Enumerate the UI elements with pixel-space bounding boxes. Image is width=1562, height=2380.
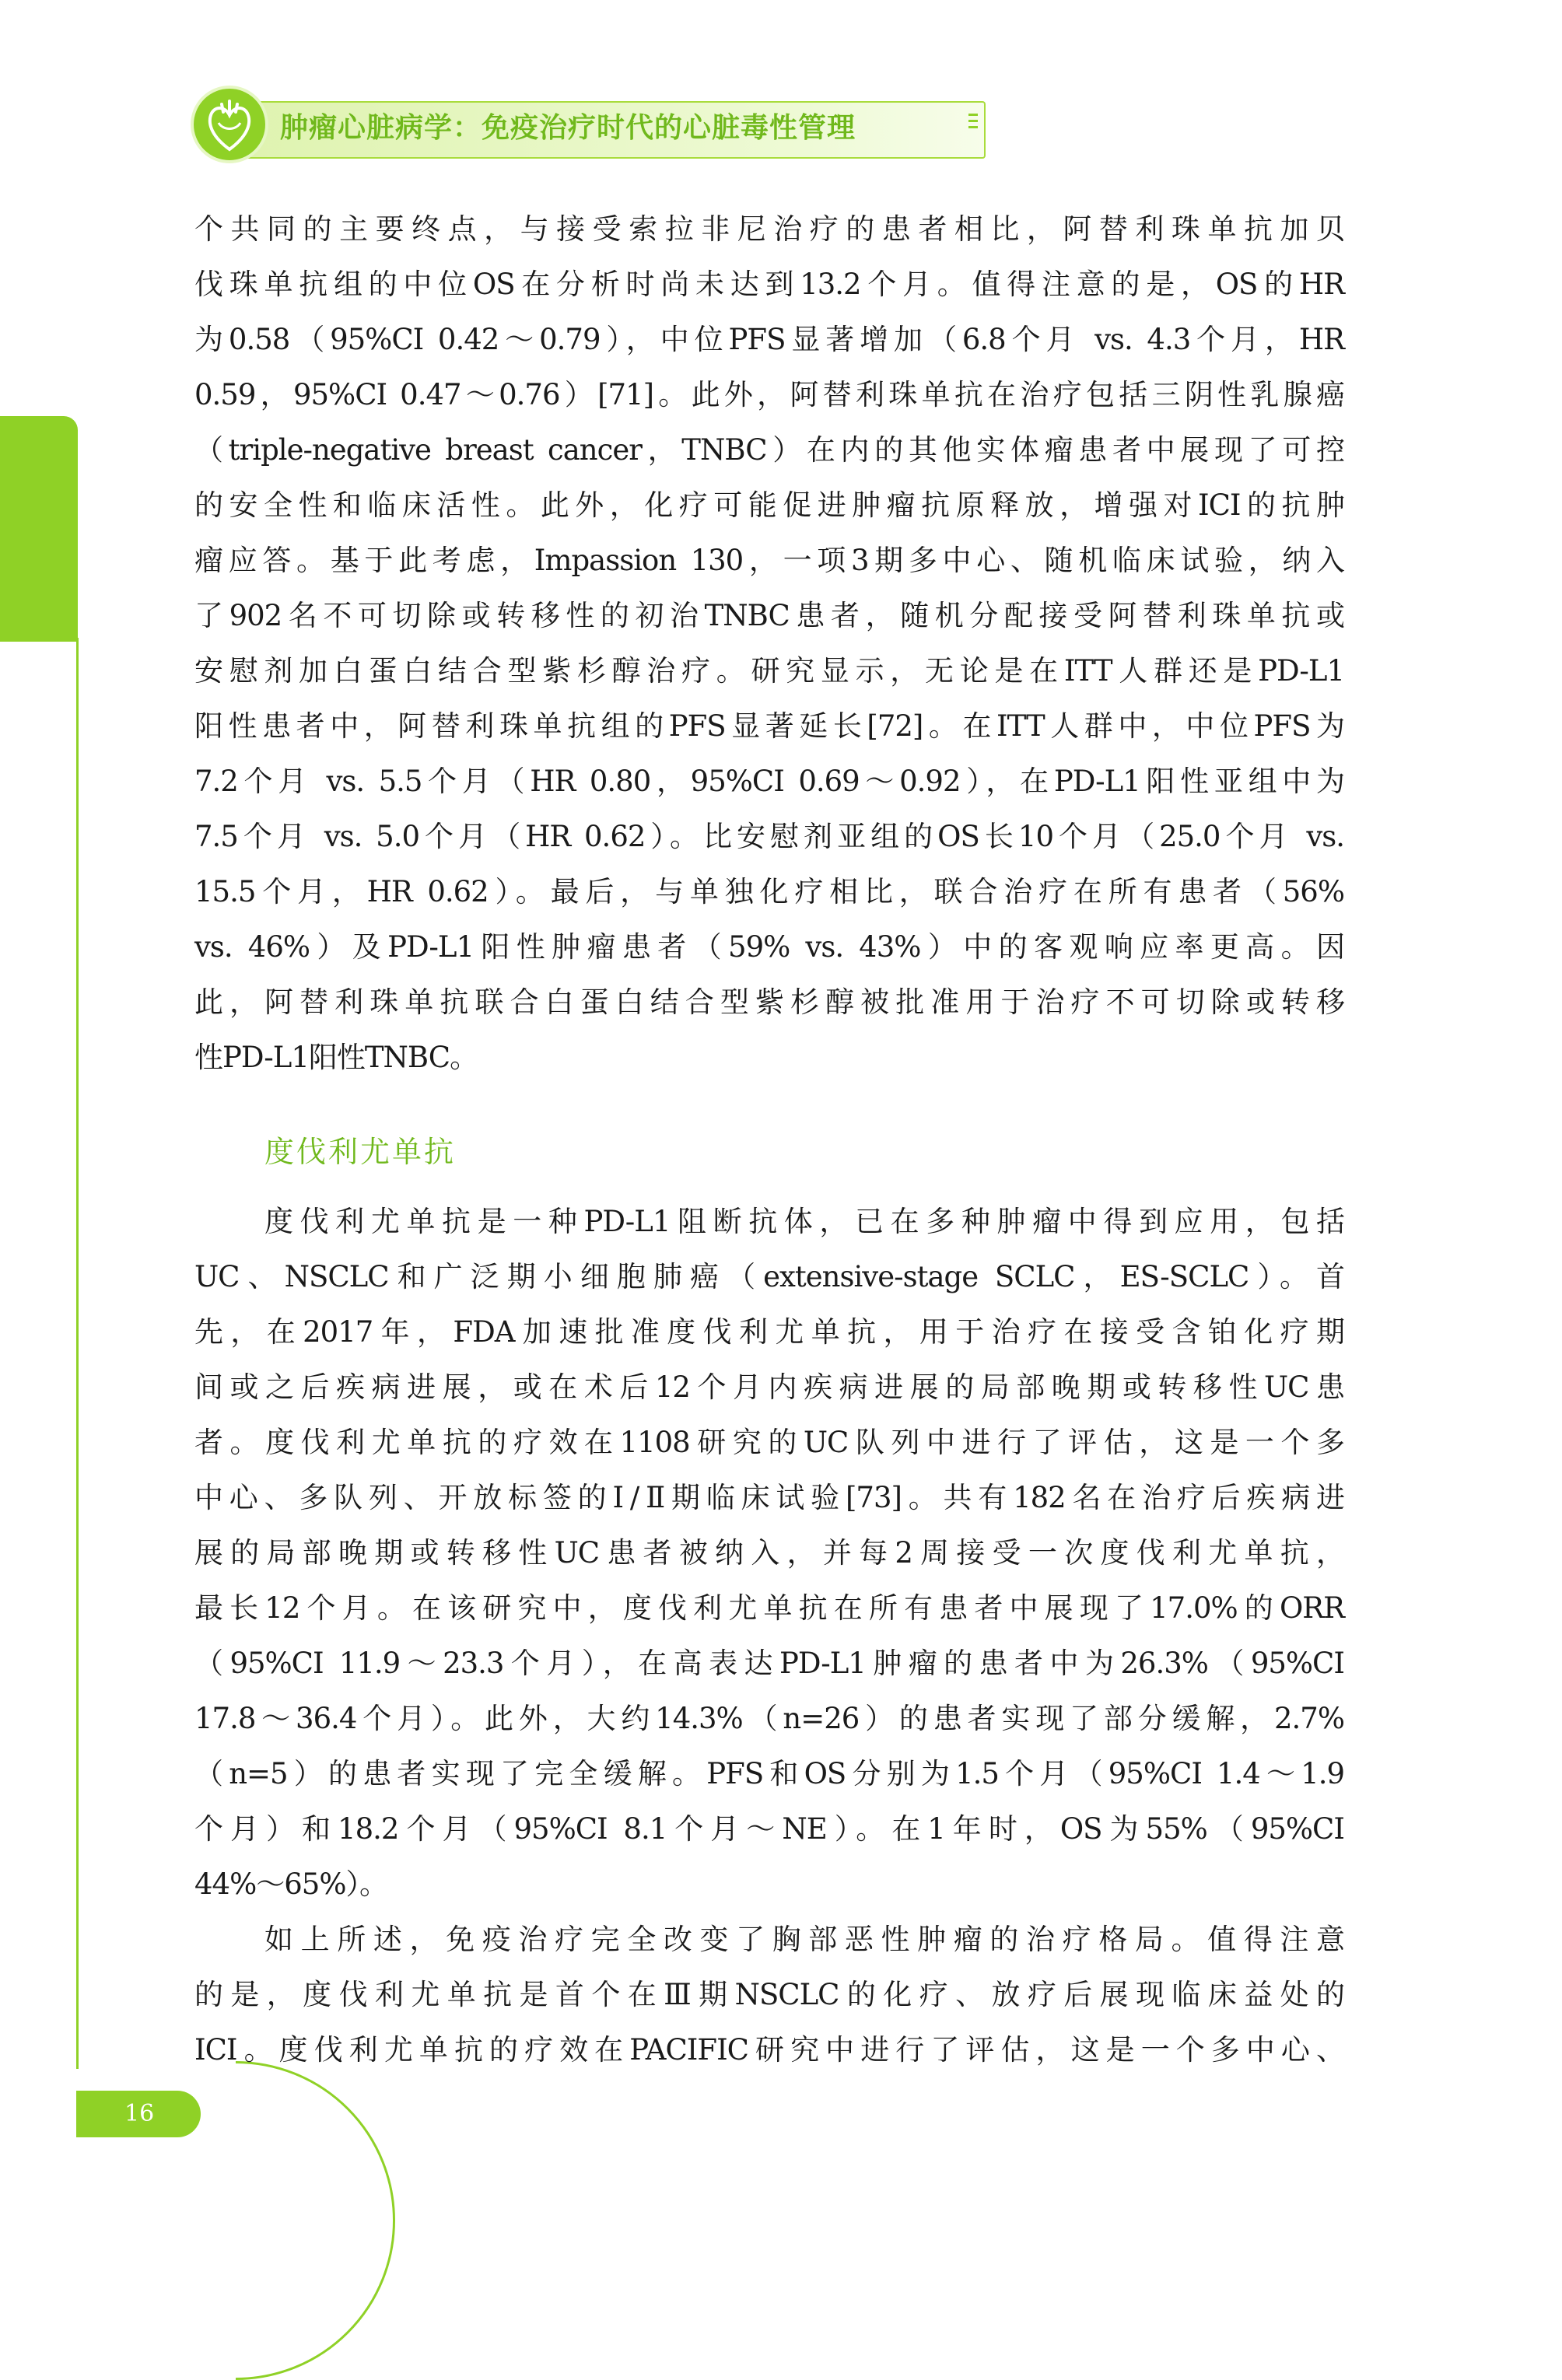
text-line: 了902名不可切除或转移性的初治TNBC患者，随机分配接受阿替利珠单抗或 bbox=[194, 599, 1344, 632]
text-line: 中心、多队列、开放标签的Ⅰ/Ⅱ期临床试验[73]。共有182名在治疗后疾病进 bbox=[194, 1481, 1344, 1514]
header-decoration bbox=[968, 114, 978, 132]
text-line: 44%～65%）。 bbox=[194, 1867, 387, 1901]
text-line: （triple-negative breast cancer，TNBC）在内的其他实体瘤患者中展现了可控 bbox=[194, 433, 1344, 467]
text-line: ICI。度伐利尤单抗的疗效在PACIFIC研究中进行了评估，这是一个多中心、 bbox=[194, 2033, 1344, 2067]
text-line: 者。度伐利尤单抗的疗效在1108研究的UC队列中进行了评估，这是一个多 bbox=[194, 1426, 1344, 1459]
text-line: 7.5个月 vs. 5.0个月（HR 0.62）。比安慰剂亚组的OS长10个月（25.0个月 vs. bbox=[194, 820, 1344, 853]
text-line: 个月）和18.2个月（95%CI 8.1个月～NE）。在1年时，OS为55%（95%CI bbox=[194, 1812, 1344, 1846]
text-line: 个共同的主要终点，与接受索拉非尼治疗的患者相比，阿替利珠单抗加贝 bbox=[194, 212, 1344, 246]
text-line: 如上所述，免疫治疗完全改变了胸部恶性肿瘤的治疗格局。值得注意 bbox=[264, 1923, 1344, 1956]
text-line: 此，阿替利珠单抗联合白蛋白结合型紫杉醇被批准用于治疗不可切除或转移 bbox=[194, 985, 1344, 1019]
text-line: 0.59，95%CI 0.47～0.76）[71]。此外，阿替利珠单抗在治疗包括三阴性乳腺癌 bbox=[194, 378, 1344, 411]
text-line: 7.2个月 vs. 5.5个月（HR 0.80，95%CI 0.69～0.92），在PD-L1阳性亚组中为 bbox=[194, 765, 1344, 798]
heart-logo bbox=[191, 86, 268, 163]
text-line: 瘤应答。基于此考虑，Impassion 130，一项3期多中心、随机临床试验，纳入 bbox=[194, 544, 1344, 577]
text-line: 安慰剂加白蛋白结合型紫杉醇治疗。研究显示，无论是在ITT人群还是PD-L1 bbox=[194, 654, 1344, 688]
section-heading: 度伐利尤单抗 bbox=[264, 1135, 457, 1169]
book-title: 肿瘤心脏病学：免疫治疗时代的心脏毒性管理 bbox=[280, 112, 856, 144]
text-line: 为0.58（95%CI 0.42～0.79），中位PFS显著增加（6.8个月 vs. 4.3个月，HR bbox=[194, 323, 1344, 356]
text-line: （n=5）的患者实现了完全缓解。PFS和OS分别为1.5个月（95%CI 1.4～1.9 bbox=[194, 1757, 1344, 1790]
text-line: 间或之后疾病进展，或在术后12个月内疾病进展的局部晚期或转移性UC患 bbox=[194, 1370, 1344, 1404]
text-line: UC、NSCLC和广泛期小细胞肺癌（extensive-stage SCLC，ES-SCLC）。首 bbox=[194, 1260, 1344, 1293]
side-tab bbox=[0, 416, 78, 642]
running-header bbox=[191, 86, 992, 163]
text-line: 的是，度伐利尤单抗是首个在Ⅲ期NSCLC的化疗、放疗后展现临床益处的 bbox=[194, 1978, 1344, 2011]
text-line: 阳性患者中，阿替利珠单抗组的PFS显著延长[72]。在ITT人群中，中位PFS为 bbox=[194, 709, 1344, 743]
text-line: 17.8～36.4个月）。此外，大约14.3%（n=26）的患者实现了部分缓解，2.7% bbox=[194, 1702, 1344, 1735]
text-line: 度伐利尤单抗是一种PD-L1阻断抗体，已在多种肿瘤中得到应用，包括 bbox=[264, 1205, 1344, 1238]
text-line: 伐珠单抗组的中位OS在分析时尚未达到13.2个月。值得注意的是，OS的HR bbox=[194, 268, 1344, 301]
text-line: 15.5个月，HR 0.62）。最后，与单独化疗相比，联合治疗在所有患者（56% bbox=[194, 875, 1344, 908]
margin-line bbox=[76, 638, 79, 2069]
text-line: vs. 46%）及PD-L1阳性肿瘤患者（59% vs. 43%）中的客观响应率更高。因 bbox=[194, 930, 1344, 964]
text-line: 展的局部晚期或转移性UC患者被纳入，并每2周接受一次度伐利尤单抗， bbox=[194, 1536, 1344, 1570]
page-number: 16 bbox=[76, 2091, 201, 2137]
heart-icon bbox=[205, 96, 254, 152]
text-line: 的安全性和临床活性。此外，化疗可能促进肿瘤抗原释放，增强对ICI的抗肿 bbox=[194, 488, 1344, 522]
text-line: 最长12个月。在该研究中，度伐利尤单抗在所有患者中展现了17.0%的ORR bbox=[194, 1591, 1344, 1625]
text-line: （95%CI 11.9～23.3个月），在高表达PD-L1肿瘤的患者中为26.3%（95%CI bbox=[194, 1647, 1344, 1680]
text-line: 性PD-L1阳性TNBC。 bbox=[194, 1041, 478, 1074]
text-line: 先，在2017年，FDA加速批准度伐利尤单抗，用于治疗在接受含铂化疗期 bbox=[194, 1315, 1344, 1349]
